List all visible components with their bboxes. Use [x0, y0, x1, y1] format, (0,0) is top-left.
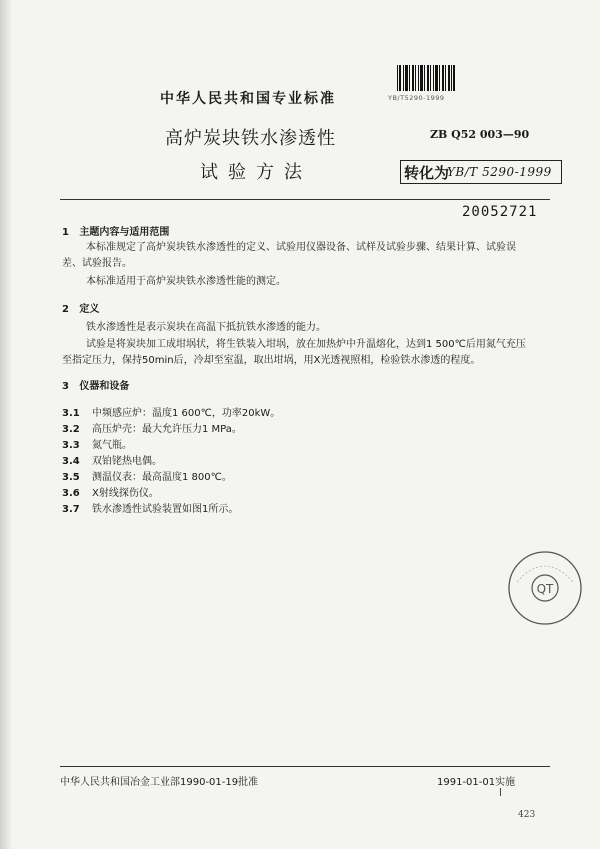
- item-text: 测温仪表：最高温度1 800℃。: [92, 472, 232, 483]
- item-text: 高压炉壳：最大允许压力1 MPa。: [92, 424, 242, 435]
- conversion-stamp-label: 转化为: [404, 164, 450, 182]
- section-3-heading: [62, 377, 129, 392]
- section-number: 2: [62, 304, 69, 315]
- item-number: 3.1: [62, 408, 80, 419]
- serial-number: 20052721: [462, 204, 538, 220]
- bottom-divider: [60, 766, 550, 767]
- item-number: 3.4: [62, 456, 80, 467]
- top-divider: [60, 199, 550, 200]
- item-text: X射线探伤仪。: [92, 488, 159, 499]
- section-1-paragraph-2: 本标准适用于高炉炭块铁水渗透性能的测定。: [86, 276, 286, 287]
- section-1-paragraph-1: 本标准规定了高炉炭块铁水渗透性的定义、试验用仪器设备、试样及试验步骤、结果计算、试验误差、试验报告。: [62, 242, 516, 269]
- item-number: 3.3: [62, 440, 80, 451]
- approval-statement: 中华人民共和国冶金工业部1990-01-19批准: [60, 777, 259, 788]
- item-text: 氮气瓶。: [92, 440, 132, 451]
- barcode-image: [395, 63, 457, 93]
- item-number: 3.7: [62, 504, 80, 515]
- barcode-caption: YB/T5290-1999: [388, 94, 445, 102]
- scan-edge-shadow: [0, 0, 12, 849]
- section-1-heading: [62, 223, 169, 238]
- svg-text:QT: QT: [536, 582, 554, 596]
- section-2-paragraph-1: 铁水渗透性是表示炭块在高温下抵抗铁水渗透的能力。: [86, 322, 326, 333]
- section-title: 主题内容与适用范围: [79, 227, 170, 238]
- conversion-stamp-handwriting: YB/T 5290-1999: [447, 165, 552, 179]
- section-title: 仪器和设备: [79, 381, 130, 392]
- page-number: 423: [518, 810, 536, 820]
- item-number: 3.6: [62, 488, 80, 499]
- item-text: 中频感应炉：温度1 600℃，功率20kW。: [92, 408, 281, 419]
- document-title-line1: 高炉炭块铁水渗透性: [165, 128, 336, 149]
- official-seal: [505, 548, 585, 628]
- footer-tick-mark: [500, 788, 501, 796]
- section-2-heading: [62, 300, 99, 315]
- item-text: 双铂铑热电偶。: [92, 456, 162, 467]
- section-2-paragraph-2: 试验是将炭块加工成坩埚状，将生铁装入坩埚，放在加热炉中升温熔化，达到1 500℃后用氮气充压至指定压力，保持50min后，冷却至室温，取出坩埚，用X光透视照相，检验铁水渗透的程度。: [62, 339, 526, 366]
- item-text: 铁水渗透性试验装置如图1所示。: [92, 504, 239, 515]
- implementation-date: 1991-01-01实施: [437, 777, 516, 788]
- section-number: 1: [62, 227, 69, 238]
- item-number: 3.5: [62, 472, 80, 483]
- section-title: 定义: [79, 304, 100, 315]
- document-title-line2: 试验方法: [200, 162, 312, 183]
- list-item: [62, 497, 238, 516]
- standard-number: ZB Q52 003—90: [430, 128, 530, 141]
- standard-type-heading: 中华人民共和国专业标准: [160, 91, 336, 107]
- item-number: 3.2: [62, 424, 80, 435]
- section-number: 3: [62, 381, 69, 392]
